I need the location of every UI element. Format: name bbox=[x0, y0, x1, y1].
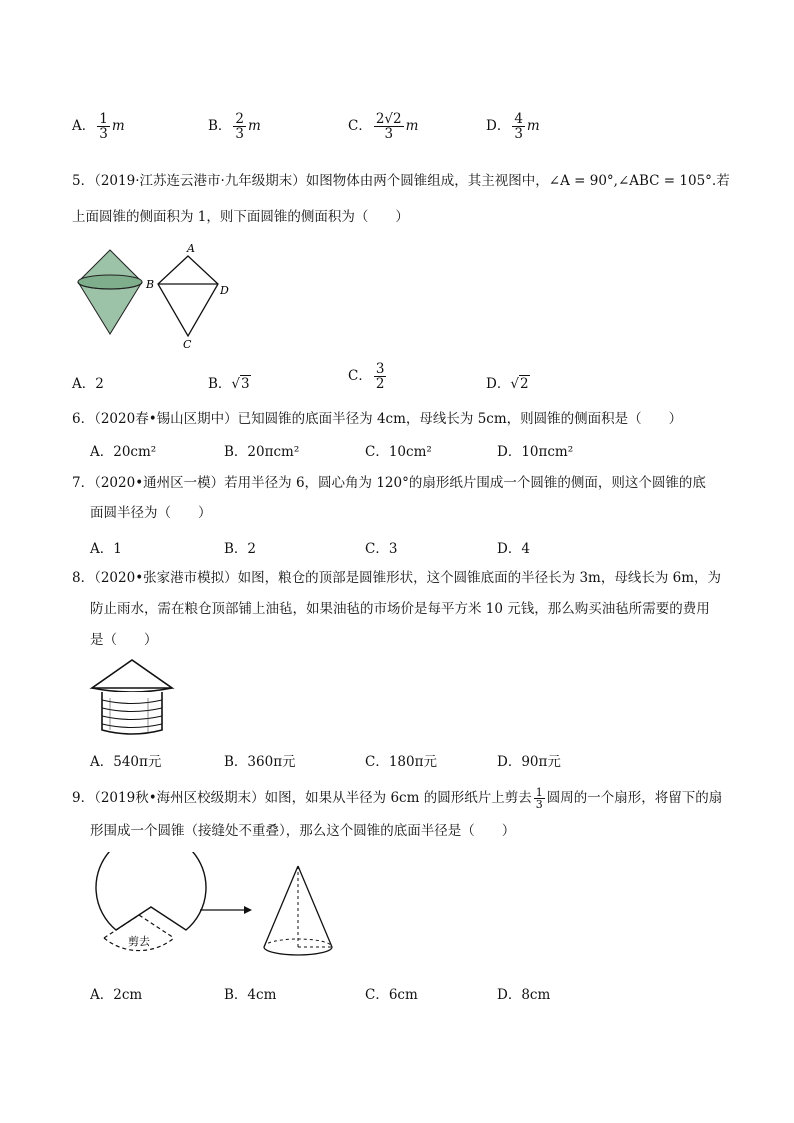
q9-option-a: A．2cm bbox=[90, 987, 143, 1003]
fraction bbox=[534, 787, 545, 810]
arrow-head-icon bbox=[244, 906, 252, 914]
q7-option-b: B．2 bbox=[224, 541, 257, 557]
q5-option-a: A．2 bbox=[72, 376, 104, 392]
option-letter: B． bbox=[208, 118, 232, 134]
sqrt: √2 bbox=[510, 376, 529, 392]
q9-figure bbox=[84, 852, 354, 972]
q5-option-b bbox=[208, 372, 251, 392]
fraction-denominator: 3 bbox=[99, 126, 108, 142]
fraction-denominator: 2 bbox=[375, 376, 385, 392]
q8-text-line3: 是（ ） bbox=[90, 632, 158, 648]
q4-option-c bbox=[348, 112, 418, 141]
q5-text-line2: 上面圆锥的侧面积为 1，则下面圆锥的侧面积为（ ） bbox=[72, 209, 409, 225]
fraction bbox=[374, 112, 404, 141]
label-c: C bbox=[183, 338, 192, 351]
q6-text-line1: 6．（2020春•锡山区期中）已知圆锥的底面半径为 4cm，母线长为 5cm，则圆锥的侧面积是（ ） bbox=[72, 411, 683, 427]
unit: m bbox=[248, 118, 261, 134]
radicand: 2 bbox=[519, 376, 529, 392]
q5-option-d bbox=[486, 372, 530, 392]
q6-option-d: D．10πcm² bbox=[497, 444, 574, 460]
q8-option-d: D．90π元 bbox=[497, 754, 561, 770]
fraction bbox=[374, 362, 387, 391]
option-letter: D． bbox=[486, 376, 511, 392]
cone-figure bbox=[264, 866, 332, 955]
q8-text-line1: 8．（2020•张家港市模拟）如图，粮仓的顶部是圆锥形状，这个圆锥底面的半径长为 3m，母线长为 6m，为 bbox=[72, 570, 722, 586]
q9-option-c: C．6cm bbox=[365, 987, 418, 1003]
option-letter: B． bbox=[208, 376, 232, 392]
q8-option-c: C．180π元 bbox=[365, 754, 437, 770]
fraction-numerator: 3 bbox=[375, 361, 385, 377]
unit: m bbox=[111, 118, 125, 134]
q9-option-b: B．4cm bbox=[224, 987, 277, 1003]
q5-figure bbox=[70, 242, 240, 352]
unit: m bbox=[526, 118, 540, 134]
fraction bbox=[97, 112, 110, 141]
q6-option-c: C．10cm² bbox=[365, 444, 432, 460]
front-view-diagram bbox=[158, 256, 218, 336]
q9-option-d: D．8cm bbox=[497, 987, 551, 1003]
q4-option-d bbox=[486, 112, 540, 141]
double-cone-solid bbox=[78, 250, 142, 334]
q5-option-c bbox=[348, 362, 388, 391]
q8-text-line2: 防止雨水，需在粮仓顶部铺上油毡，如果油毡的市场价是每平方米 10 元钱，那么购买油毡所需要的费用 bbox=[90, 601, 710, 617]
fraction-denominator: 3 bbox=[514, 126, 523, 142]
q8-option-b: B．360π元 bbox=[224, 754, 296, 770]
q7-option-c: C．3 bbox=[365, 541, 398, 557]
q7-text-line2: 面圆半径为（ ） bbox=[90, 505, 212, 521]
q7-text-line1: 7．（2020•通州区一模）若用半径为 6，圆心角为 120°的扇形纸片围成一个圆锥的侧面，则这个圆锥的底 bbox=[72, 475, 706, 491]
q7-option-a: A．1 bbox=[90, 541, 122, 557]
q4-option-a bbox=[72, 112, 125, 141]
q9-text-line2: 形围成一个圆锥（接缝处不重叠），那么这个圆锥的底面半径是（ ） bbox=[90, 823, 516, 839]
fraction-denominator: 3 bbox=[535, 798, 543, 811]
remaining-sector bbox=[96, 852, 206, 930]
q6-option-b: B．20πcm² bbox=[224, 444, 300, 460]
cut-label: 剪去 bbox=[128, 935, 150, 948]
label-d: D bbox=[220, 284, 229, 297]
q7-option-d: D．4 bbox=[497, 541, 530, 557]
fraction-numerator: 4 bbox=[514, 111, 523, 127]
option-letter: A． bbox=[72, 118, 96, 134]
fraction-numerator: 1 bbox=[99, 111, 108, 127]
q6-option-a: A．20cm² bbox=[90, 444, 157, 460]
q9-text-part2: 圆周的一个扇形，将留下的扇 bbox=[546, 790, 723, 806]
fraction-numerator: 2√2 bbox=[375, 111, 402, 127]
fraction-denominator: 3 bbox=[235, 126, 245, 142]
granary-figure bbox=[88, 658, 176, 738]
label-a: A bbox=[187, 242, 195, 255]
label-b: B bbox=[146, 278, 155, 291]
q5-text-line1: 5．（2019·江苏连云港市·九年级期末）如图物体由两个圆锥组成，其主视图中，∠A = 90°,∠ABC = 105°.若 bbox=[72, 173, 730, 189]
option-letter: C． bbox=[348, 368, 372, 384]
q9-text-line1 bbox=[72, 787, 722, 810]
q4-option-b bbox=[208, 112, 261, 141]
unit: m bbox=[405, 118, 419, 134]
radicand: 3 bbox=[241, 376, 250, 392]
fraction bbox=[512, 112, 525, 141]
fraction-numerator: 1 bbox=[535, 786, 543, 799]
sqrt: √3 bbox=[231, 376, 250, 392]
q9-text-part1: 9．（2019秋•海州区校级期末）如图，如果从半径为 6cm 的圆形纸片上剪去 bbox=[72, 790, 532, 806]
option-letter: C． bbox=[348, 118, 372, 134]
option-letter: D． bbox=[486, 118, 511, 134]
fraction-numerator: 2 bbox=[235, 111, 245, 127]
q8-option-a: A．540π元 bbox=[90, 754, 162, 770]
fraction bbox=[233, 112, 246, 141]
fraction-denominator: 3 bbox=[384, 126, 394, 142]
